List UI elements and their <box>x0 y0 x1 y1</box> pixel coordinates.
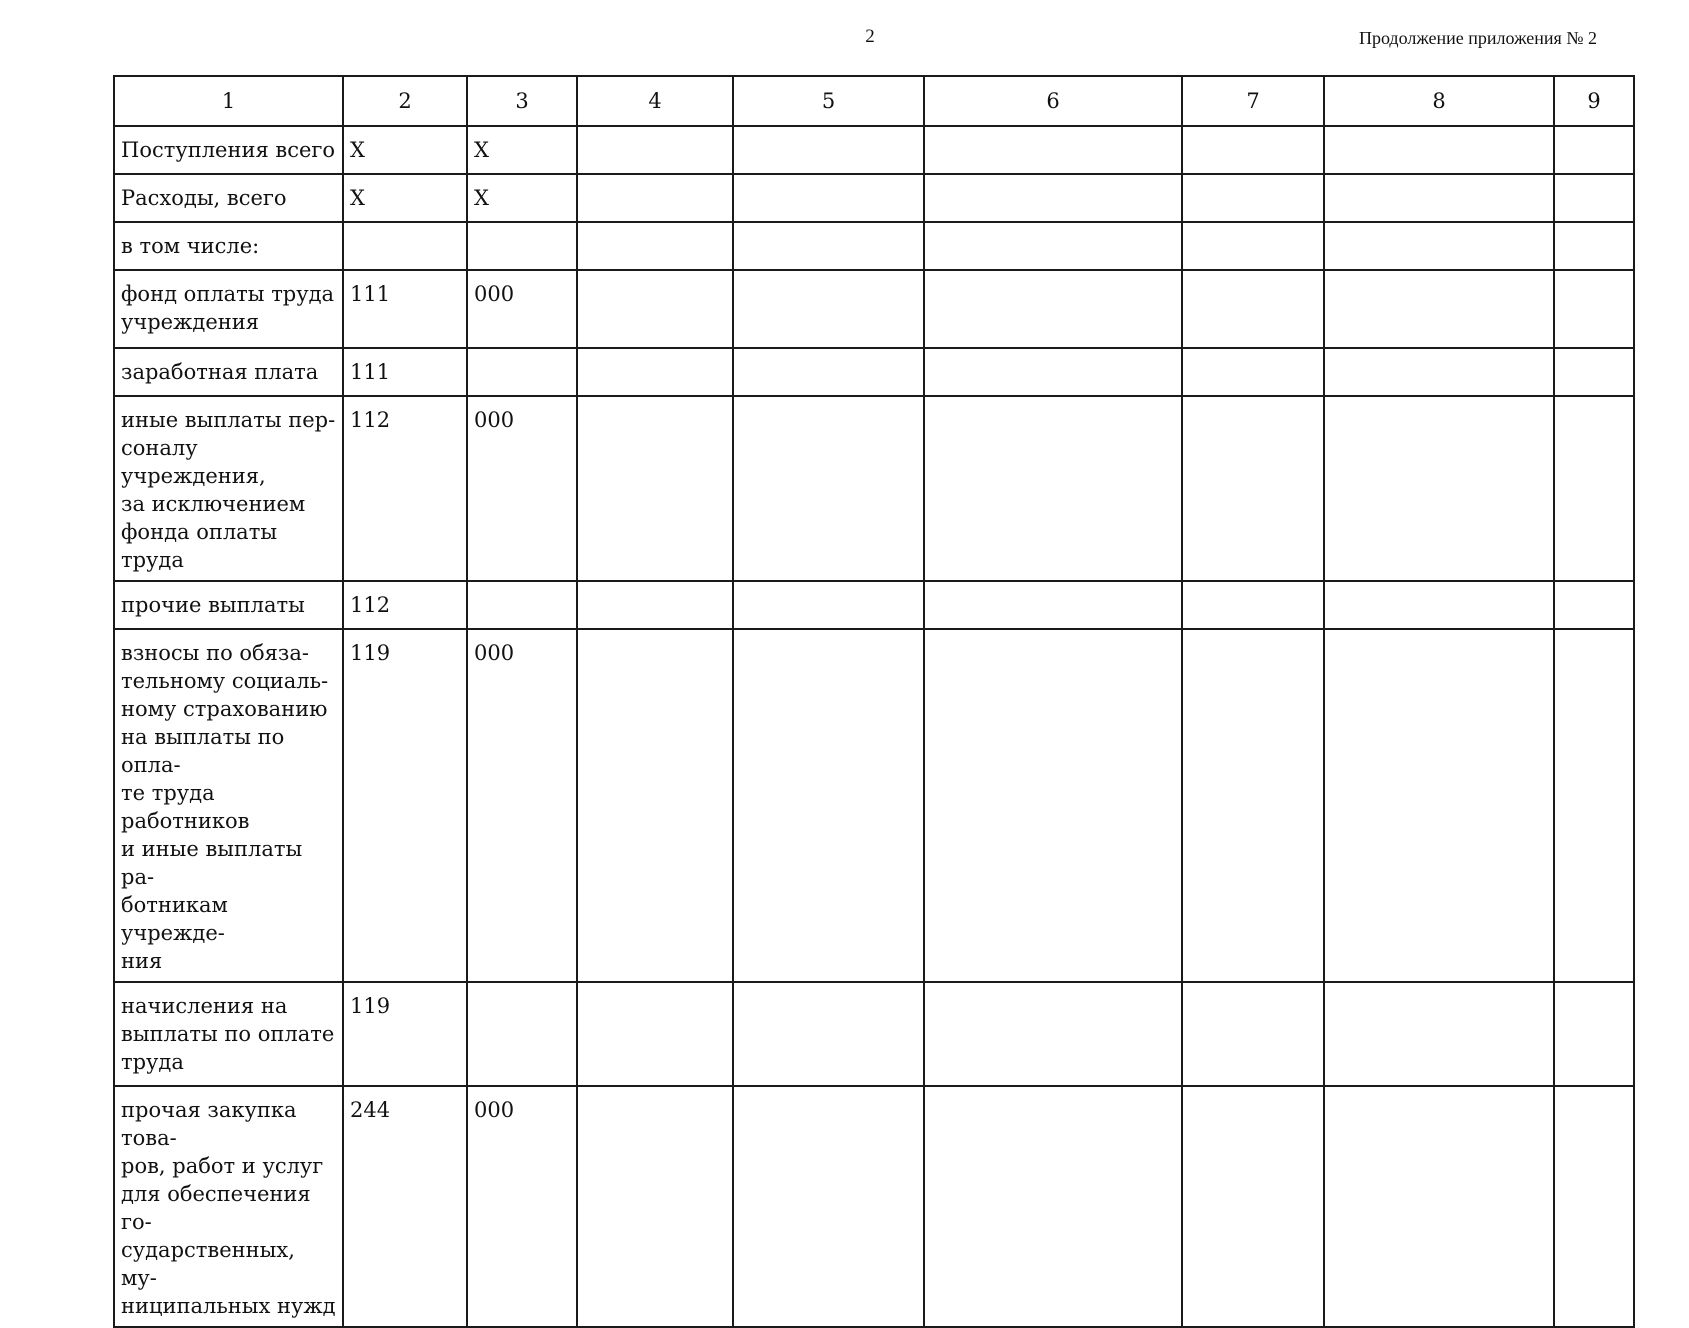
amount-cell <box>1324 348 1554 396</box>
kvr-code: 111 <box>343 348 467 396</box>
amount-cell <box>1324 581 1554 629</box>
amount-cell <box>733 982 924 1086</box>
amount-cell <box>924 982 1182 1086</box>
amount-cell <box>1554 629 1634 982</box>
column-number: 2 <box>343 76 467 126</box>
kosgu-code <box>467 982 577 1086</box>
table-row <box>114 1086 1634 1327</box>
amount-cell <box>924 581 1182 629</box>
table-row <box>114 270 1634 348</box>
amount-cell <box>733 270 924 348</box>
kvr-code: 112 <box>343 581 467 629</box>
table-row <box>114 348 1634 396</box>
amount-cell <box>1182 1086 1324 1327</box>
amount-cell <box>1554 396 1634 581</box>
amount-cell <box>577 270 733 348</box>
amount-cell <box>1324 174 1554 222</box>
column-number: 3 <box>467 76 577 126</box>
amount-cell <box>1182 581 1324 629</box>
amount-cell <box>1324 1086 1554 1327</box>
amount-cell <box>577 222 733 270</box>
kosgu-code: 000 <box>467 396 577 581</box>
amount-cell <box>1324 396 1554 581</box>
amount-cell <box>1324 222 1554 270</box>
appendix-continuation-note: Продолжение приложения № 2 <box>1358 28 1597 48</box>
table-row <box>114 222 1634 270</box>
column-number-row <box>114 76 1634 126</box>
column-number: 9 <box>1554 76 1634 126</box>
kosgu-code: Х <box>467 126 577 174</box>
table-row <box>114 629 1634 982</box>
amount-cell <box>1182 629 1324 982</box>
financial-plan-table <box>113 75 1635 1328</box>
amount-cell <box>577 982 733 1086</box>
amount-cell <box>1554 222 1634 270</box>
amount-cell <box>924 629 1182 982</box>
table-row <box>114 174 1634 222</box>
column-number: 1 <box>114 76 343 126</box>
amount-cell <box>577 348 733 396</box>
row-label: заработная плата <box>114 348 343 396</box>
kosgu-code: Х <box>467 174 577 222</box>
amount-cell <box>1182 222 1324 270</box>
amount-cell <box>1324 629 1554 982</box>
kvr-code: 119 <box>343 629 467 982</box>
column-number: 8 <box>1324 76 1554 126</box>
amount-cell <box>1554 982 1634 1086</box>
amount-cell <box>733 174 924 222</box>
amount-cell <box>924 270 1182 348</box>
amount-cell <box>577 396 733 581</box>
amount-cell <box>1182 348 1324 396</box>
amount-cell <box>1554 581 1634 629</box>
amount-cell <box>577 581 733 629</box>
amount-cell <box>924 1086 1182 1327</box>
amount-cell <box>1182 126 1324 174</box>
amount-cell <box>1182 174 1324 222</box>
amount-cell <box>924 174 1182 222</box>
kvr-code: 111 <box>343 270 467 348</box>
kosgu-code: 000 <box>467 1086 577 1327</box>
amount-cell <box>1182 270 1324 348</box>
column-number: 4 <box>577 76 733 126</box>
kvr-code: Х <box>343 126 467 174</box>
row-label: прочие выплаты <box>114 581 343 629</box>
amount-cell <box>577 629 733 982</box>
amount-cell <box>733 348 924 396</box>
amount-cell <box>733 581 924 629</box>
column-number: 6 <box>924 76 1182 126</box>
kosgu-code <box>467 581 577 629</box>
amount-cell <box>924 396 1182 581</box>
amount-cell <box>577 126 733 174</box>
kvr-code: 112 <box>343 396 467 581</box>
table-row <box>114 126 1634 174</box>
kosgu-code <box>467 222 577 270</box>
amount-cell <box>577 174 733 222</box>
kvr-code <box>343 222 467 270</box>
amount-cell <box>733 629 924 982</box>
amount-cell <box>924 222 1182 270</box>
kosgu-code <box>467 348 577 396</box>
kvr-code: 244 <box>343 1086 467 1327</box>
table-row <box>114 581 1634 629</box>
amount-cell <box>924 126 1182 174</box>
row-label: в том числе: <box>114 222 343 270</box>
amount-cell <box>577 1086 733 1327</box>
amount-cell <box>924 348 1182 396</box>
amount-cell <box>733 222 924 270</box>
kvr-code: Х <box>343 174 467 222</box>
row-label: начисления на выплаты по оплате труда <box>114 982 343 1086</box>
kosgu-code: 000 <box>467 629 577 982</box>
page-number: 2 <box>865 26 875 47</box>
row-label: взносы по обяза- тельному социаль- ному страхованию на выплаты по опла- те труда работников и иные выплаты ра- ботникам учрежде- ния <box>114 629 343 982</box>
amount-cell <box>1554 348 1634 396</box>
row-label: Поступления всего <box>114 126 343 174</box>
amount-cell <box>1324 270 1554 348</box>
amount-cell <box>733 126 924 174</box>
amount-cell <box>1554 174 1634 222</box>
amount-cell <box>733 396 924 581</box>
column-number: 7 <box>1182 76 1324 126</box>
row-label: иные выплаты пер- соналу учреждения, за исключением фонда оплаты труда <box>114 396 343 581</box>
row-label: Расходы, всего <box>114 174 343 222</box>
table-row <box>114 396 1634 581</box>
column-number: 5 <box>733 76 924 126</box>
amount-cell <box>1324 982 1554 1086</box>
amount-cell <box>1554 270 1634 348</box>
table-row <box>114 982 1634 1086</box>
kvr-code: 119 <box>343 982 467 1086</box>
amount-cell <box>1324 126 1554 174</box>
amount-cell <box>1182 982 1324 1086</box>
amount-cell <box>1554 126 1634 174</box>
row-label: прочая закупка това- ров, работ и услуг для обеспечения го- сударственных, му- ниципальных нужд <box>114 1086 343 1327</box>
row-label: фонд оплаты труда учреждения <box>114 270 343 348</box>
amount-cell <box>1182 396 1324 581</box>
amount-cell <box>733 1086 924 1327</box>
kosgu-code: 000 <box>467 270 577 348</box>
amount-cell <box>1554 1086 1634 1327</box>
